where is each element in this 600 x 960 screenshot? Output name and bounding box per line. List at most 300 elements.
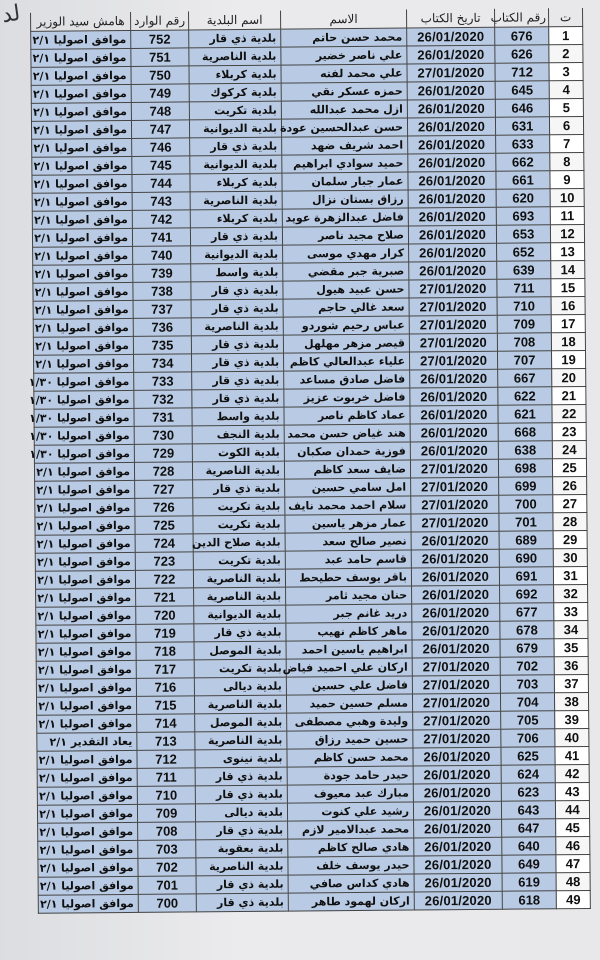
- cell-book-date: 27/01/2020: [409, 315, 497, 334]
- cell-seq: 26: [553, 476, 587, 494]
- cell-seq: 13: [551, 242, 585, 260]
- cell-municipality: بلدية كركوك: [189, 83, 281, 102]
- cell-name: عمار مزهر ياسين: [285, 514, 411, 533]
- cell-book-date: 27/01/2020: [412, 693, 500, 712]
- cell-minister-note: موافق اصوليا ٢/١: [35, 534, 135, 553]
- cell-incoming-no: 742: [132, 210, 190, 229]
- cell-book-date: 26/01/2020: [407, 99, 495, 118]
- cell-seq: 18: [551, 332, 585, 350]
- cell-incoming-no: 723: [135, 552, 193, 571]
- cell-seq: 29: [553, 530, 587, 548]
- cell-book-no: 639: [497, 261, 551, 279]
- cell-book-no: 667: [498, 369, 552, 387]
- cell-book-date: 27/01/2020: [409, 279, 497, 298]
- cell-book-no: 661: [496, 171, 550, 189]
- cell-municipality: بلدية الناصرية: [189, 47, 281, 66]
- cell-book-date: 27/01/2020: [407, 63, 495, 82]
- cell-book-no: 633: [496, 135, 550, 153]
- cell-municipality: بلدية كربلاء: [190, 173, 282, 192]
- cell-municipality: بلدية الناصرية: [195, 731, 287, 750]
- approvals-table: [30, 8, 591, 914]
- cell-municipality: بلدية نينوى: [195, 749, 287, 768]
- cell-book-date: 27/01/2020: [412, 657, 500, 676]
- cell-name: علياء عبدالعالي كاظم: [284, 352, 410, 371]
- cell-minister-note: موافق اصوليا ٢/١: [36, 588, 136, 607]
- cell-name: سعد غالي حاجم: [283, 298, 409, 317]
- cell-seq: 15: [551, 278, 585, 296]
- cell-seq: 8: [550, 152, 584, 170]
- cell-municipality: بلدية ذي قار: [189, 29, 281, 48]
- cell-seq: 37: [554, 674, 588, 692]
- cell-book-date: 26/01/2020: [412, 603, 500, 622]
- cell-minister-note: موافق اصوليا ٢/١: [36, 606, 136, 625]
- header-incoming-no: رقم الوارد: [131, 11, 189, 30]
- cell-name: حسن عبيد هيول: [283, 280, 409, 299]
- cell-municipality: بلدية كربلاء: [190, 209, 282, 228]
- cell-incoming-no: 703: [138, 840, 196, 859]
- cell-book-date: 26/01/2020: [413, 783, 501, 802]
- cell-name: قاسم حامد عبد: [285, 550, 411, 569]
- cell-book-date: 26/01/2020: [411, 531, 499, 550]
- cell-incoming-no: 726: [135, 498, 193, 517]
- cell-book-date: 26/01/2020: [413, 765, 501, 784]
- cell-municipality: بلدية بعقوبة: [196, 839, 288, 858]
- cell-municipality: بلدية ذي قار: [195, 767, 287, 786]
- cell-minister-note: موافق اصوليا ٢/١: [33, 264, 133, 283]
- cell-incoming-no: 732: [134, 390, 192, 409]
- cell-name: فاضل صادق مساعد: [284, 370, 410, 389]
- cell-municipality: بلدية ذي قار: [191, 335, 283, 354]
- cell-incoming-no: 716: [136, 678, 194, 697]
- cell-seq: 39: [555, 710, 589, 728]
- cell-book-date: 27/01/2020: [409, 351, 497, 370]
- cell-municipality: بلدية كربلاء: [189, 65, 281, 84]
- cell-book-no: 620: [496, 189, 550, 207]
- cell-minister-note: موافق اصوليا ٢/١: [34, 354, 134, 373]
- cell-book-no: 645: [495, 81, 549, 99]
- cell-incoming-no: 737: [133, 300, 191, 319]
- cell-name: ماهر كاظم نهيب: [286, 622, 412, 641]
- cell-municipality: بلدية ذي قار: [192, 389, 284, 408]
- cell-municipality: بلدية الكوت: [192, 443, 284, 462]
- cell-municipality: بلدية تكريت: [193, 515, 285, 534]
- cell-municipality: بلدية الديوانية: [190, 155, 282, 174]
- cell-minister-note: موافق اصوليا ٢/١: [31, 120, 131, 139]
- cell-book-no: 707: [497, 351, 551, 369]
- cell-book-date: 26/01/2020: [413, 747, 501, 766]
- cell-seq: 27: [553, 494, 587, 512]
- cell-name: اركان علي احميد فياض: [286, 658, 412, 677]
- cell-book-date: 26/01/2020: [410, 387, 498, 406]
- cell-municipality: بلدية ذي قار: [196, 893, 288, 912]
- cell-minister-note: موافق اصوليا ٢/١: [37, 768, 137, 787]
- cell-municipality: بلدية واسط: [192, 407, 284, 426]
- cell-incoming-no: 730: [134, 426, 192, 445]
- cell-book-date: 26/01/2020: [408, 135, 496, 154]
- cell-municipality: بلدية الناصرية: [191, 317, 283, 336]
- cell-municipality: بلدية تكريت: [193, 497, 285, 516]
- cell-minister-note: موافق اصوليا ٢/١: [36, 678, 136, 697]
- cell-book-no: 618: [502, 891, 556, 909]
- cell-seq: 19: [551, 350, 585, 368]
- cell-book-no: 712: [495, 63, 549, 81]
- cell-minister-note: موافق اصوليا ٢/١: [38, 822, 138, 841]
- cell-incoming-no: 729: [134, 444, 192, 463]
- cell-name: حسن عبدالحسين عودة: [281, 118, 407, 137]
- cell-minister-note: موافق اصوليا ٢/١: [36, 660, 136, 679]
- cell-seq: 46: [556, 836, 590, 854]
- cell-municipality: بلدية الناصرية: [190, 191, 282, 210]
- cell-incoming-no: 733: [134, 372, 192, 391]
- cell-book-no: 647: [502, 819, 556, 837]
- cell-seq: 32: [554, 584, 588, 602]
- cell-incoming-no: 712: [137, 750, 195, 769]
- cell-incoming-no: 710: [137, 786, 195, 805]
- cell-seq: 10: [550, 188, 584, 206]
- cell-book-no: 708: [497, 333, 551, 351]
- cell-seq: 24: [552, 440, 586, 458]
- cell-incoming-no: 709: [137, 804, 195, 823]
- cell-municipality: بلدية ذي قار: [193, 479, 285, 498]
- cell-minister-note: موافق اصوليا ٢/١: [37, 750, 137, 769]
- cell-book-no: 625: [501, 747, 555, 765]
- cell-book-date: 26/01/2020: [412, 585, 500, 604]
- cell-name: كرار مهدي موسى: [283, 244, 409, 263]
- cell-seq: 14: [551, 260, 585, 278]
- cell-name: رشيد علي كنوت: [287, 802, 413, 821]
- cell-minister-note: موافق اصوليا ٢/١: [32, 228, 132, 247]
- cell-book-date: 26/01/2020: [414, 819, 502, 838]
- cell-name: فوزية حمدان صكبان: [284, 442, 410, 461]
- cell-book-date: 26/01/2020: [407, 27, 495, 46]
- cell-municipality: بلدية تكريت: [194, 659, 286, 678]
- approval-sheet: [30, 8, 590, 914]
- cell-name: علي محمد لفته: [281, 64, 407, 83]
- cell-seq: 23: [552, 422, 586, 440]
- cell-incoming-no: 750: [131, 66, 189, 85]
- cell-seq: 7: [550, 134, 584, 152]
- cell-municipality: بلدية الموصل: [195, 713, 287, 732]
- cell-municipality: بلدية الديوانية: [194, 605, 286, 624]
- cell-book-date: 26/01/2020: [414, 891, 502, 910]
- cell-name: مبارك عبد معيوف: [287, 784, 413, 803]
- cell-seq: 5: [549, 98, 583, 116]
- cell-seq: 25: [552, 458, 586, 476]
- cell-incoming-no: 736: [133, 318, 191, 337]
- cell-incoming-no: 722: [135, 570, 193, 589]
- cell-minister-note: موافق اصوليا ٢/١: [32, 174, 132, 193]
- cell-book-no: 678: [500, 621, 554, 639]
- cell-book-date: 26/01/2020: [412, 639, 500, 658]
- header-seq: ت: [549, 8, 583, 27]
- cell-book-date: 26/01/2020: [412, 621, 500, 640]
- cell-book-no: 690: [499, 549, 553, 567]
- cell-name: حيدر يوسف خلف: [288, 856, 414, 875]
- cell-book-date: 26/01/2020: [409, 243, 497, 262]
- cell-minister-note: موافق اصوليا ٢/١: [33, 336, 133, 355]
- cell-name: ازل محمد عبدالله: [281, 100, 407, 119]
- cell-municipality: بلدية ذي قار: [190, 137, 282, 156]
- cell-book-date: 26/01/2020: [407, 81, 495, 100]
- cell-minister-note: موافق اصوليا ١/٣٠: [34, 390, 134, 409]
- cell-seq: 22: [552, 404, 586, 422]
- cell-book-no: 638: [498, 441, 552, 459]
- cell-minister-note: موافق اصوليا ٢/١: [37, 786, 137, 805]
- cell-name: امل سامي حسين: [285, 478, 411, 497]
- cell-seq: 6: [549, 116, 583, 134]
- cell-incoming-no: 702: [138, 858, 196, 877]
- cell-incoming-no: 743: [132, 192, 190, 211]
- cell-name: حمزه عسكر نقي: [281, 82, 407, 101]
- cell-minister-note: موافق اصوليا ٢/١: [38, 858, 138, 877]
- cell-municipality: بلدية الناصرية: [192, 461, 284, 480]
- cell-minister-note: موافق اصوليا ٢/١: [34, 462, 134, 481]
- cell-name: صبرية جبر مقضي: [283, 262, 409, 281]
- cell-name: محمد حسن كاظم: [287, 748, 413, 767]
- cell-book-no: 706: [501, 729, 555, 747]
- cell-seq: 44: [555, 800, 589, 818]
- cell-municipality: بلدية ذي قار: [194, 623, 286, 642]
- cell-book-no: 649: [502, 855, 556, 873]
- cell-minister-note: موافق اصوليا ٢/١: [36, 696, 136, 715]
- cell-incoming-no: 741: [132, 228, 190, 247]
- cell-book-date: 26/01/2020: [413, 801, 501, 820]
- cell-book-date: 26/01/2020: [411, 567, 499, 586]
- cell-book-no: 691: [499, 567, 553, 585]
- cell-name: عباس رحيم شوردو: [283, 316, 409, 335]
- cell-municipality: بلدية ذي قار: [191, 281, 283, 300]
- cell-name: ضايف سعد كاظم: [284, 460, 410, 479]
- cell-book-date: 27/01/2020: [412, 675, 500, 694]
- cell-seq: 1: [549, 26, 583, 44]
- cell-name: فاضل خربوت عزيز: [284, 388, 410, 407]
- cell-incoming-no: 734: [134, 354, 192, 373]
- cell-book-date: 26/01/2020: [410, 405, 498, 424]
- cell-book-no: 698: [498, 459, 552, 477]
- cell-name: قيصر مزهر مهلهل: [283, 334, 409, 353]
- cell-incoming-no: 714: [137, 714, 195, 733]
- cell-name: علي ناصر خضير: [281, 46, 407, 65]
- cell-book-no: 621: [498, 405, 552, 423]
- cell-incoming-no: 725: [135, 516, 193, 535]
- cell-municipality: بلدية ذي قار: [192, 353, 284, 372]
- cell-municipality: بلدية ذي قار: [192, 371, 284, 390]
- cell-municipality: بلدية ذي قار: [196, 821, 288, 840]
- cell-name: رزاق بستان نزال: [282, 190, 408, 209]
- cell-minister-note: موافق اصوليا ٢/١: [31, 30, 131, 49]
- cell-book-no: 689: [499, 531, 553, 549]
- cell-minister-note: موافق اصوليا ٢/١: [32, 192, 132, 211]
- cell-book-no: 709: [497, 315, 551, 333]
- cell-incoming-no: 738: [133, 282, 191, 301]
- cell-book-date: 27/01/2020: [411, 495, 499, 514]
- cell-seq: 3: [549, 62, 583, 80]
- cell-seq: 49: [556, 890, 590, 908]
- cell-seq: 4: [549, 80, 583, 98]
- cell-seq: 16: [551, 296, 585, 314]
- cell-seq: 33: [554, 602, 588, 620]
- cell-municipality: بلدية ديالى: [195, 803, 287, 822]
- cell-book-no: 711: [497, 279, 551, 297]
- cell-book-no: 704: [500, 693, 554, 711]
- cell-seq: 40: [555, 728, 589, 746]
- cell-incoming-no: 717: [136, 660, 194, 679]
- cell-book-date: 27/01/2020: [413, 711, 501, 730]
- cell-minister-note: موافق اصوليا ٢/١: [31, 66, 131, 85]
- cell-minister-note: موافق اصوليا ٢/١: [31, 48, 131, 67]
- cell-book-no: 676: [495, 27, 549, 45]
- cell-minister-note: موافق اصوليا ٢/١: [36, 642, 136, 661]
- cell-minister-note: موافق اصوليا ٢/١: [32, 138, 132, 157]
- cell-minister-note: موافق اصوليا ٢/١: [35, 570, 135, 589]
- cell-book-date: 27/01/2020: [413, 729, 501, 748]
- cell-book-date: 26/01/2020: [408, 225, 496, 244]
- cell-book-no: 623: [501, 783, 555, 801]
- cell-incoming-no: 749: [131, 84, 189, 103]
- cell-name: باقر يوسف حطيحط: [285, 568, 411, 587]
- cell-incoming-no: 731: [134, 408, 192, 427]
- cell-name: حسين حميد رزاق: [287, 730, 413, 749]
- cell-book-date: 27/01/2020: [409, 297, 497, 316]
- cell-book-date: 26/01/2020: [408, 207, 496, 226]
- cell-minister-note: موافق اصوليا ١/٣٠: [34, 426, 134, 445]
- cell-seq: 41: [555, 746, 589, 764]
- cell-book-no: 631: [495, 117, 549, 135]
- cell-minister-note: موافق اصوليا ٢/١: [37, 804, 137, 823]
- cell-book-no: 640: [502, 837, 556, 855]
- cell-name: احمد شريف ضهد: [282, 136, 408, 155]
- cell-minister-note: موافق اصوليا ١/٣٠: [34, 408, 134, 427]
- cell-seq: 38: [554, 692, 588, 710]
- cell-incoming-no: 748: [131, 102, 189, 121]
- cell-book-date: 27/01/2020: [411, 513, 499, 532]
- cell-book-date: 26/01/2020: [411, 549, 499, 568]
- cell-book-date: 26/01/2020: [410, 369, 498, 388]
- cell-seq: 47: [556, 854, 590, 872]
- header-minister-note: هامش سيد الوزير: [31, 12, 131, 31]
- cell-incoming-no: 711: [137, 768, 195, 787]
- cell-book-date: 26/01/2020: [409, 261, 497, 280]
- cell-municipality: بلدية تكريت: [193, 551, 285, 570]
- cell-minister-note: موافق اصوليا ٢/١: [35, 480, 135, 499]
- cell-name: عماد كاظم ناصر: [284, 406, 410, 425]
- cell-name: حنان مجيد ثامر: [286, 586, 412, 605]
- cell-minister-note: موافق اصوليا ٢/١: [38, 840, 138, 859]
- cell-incoming-no: 751: [131, 48, 189, 67]
- cell-seq: 34: [554, 620, 588, 638]
- cell-seq: 30: [553, 548, 587, 566]
- cell-book-no: 703: [500, 675, 554, 693]
- cell-incoming-no: 735: [133, 336, 191, 355]
- cell-minister-note: موافق اصوليا ٢/١: [32, 156, 132, 175]
- cell-incoming-no: 746: [132, 138, 190, 157]
- cell-municipality: بلدية الديوانية: [189, 119, 281, 138]
- cell-minister-note: موافق اصوليا ٢/١: [35, 516, 135, 535]
- cell-seq: 45: [556, 818, 590, 836]
- cell-name: عمار جبار سلمان: [282, 172, 408, 191]
- cell-incoming-no: 744: [132, 174, 190, 193]
- cell-minister-note: موافق اصوليا ٢/١: [35, 552, 135, 571]
- cell-minister-note: موافق اصوليا ٢/١: [38, 894, 138, 913]
- cell-incoming-no: 739: [133, 264, 191, 283]
- cell-book-no: 692: [500, 585, 554, 603]
- cell-incoming-no: 708: [138, 822, 196, 841]
- cell-name: صلاح مجيد ناصر: [282, 226, 408, 245]
- cell-incoming-no: 747: [131, 120, 189, 139]
- cell-incoming-no: 721: [136, 588, 194, 607]
- cell-incoming-no: 745: [132, 156, 190, 175]
- cell-minister-note: موافق اصوليا ٢/١: [38, 876, 138, 895]
- cell-book-date: 26/01/2020: [414, 837, 502, 856]
- cell-municipality: بلدية ذي قار: [196, 875, 288, 894]
- cell-minister-note: موافق اصوليا ٢/١: [31, 84, 131, 103]
- cell-seq: 48: [556, 872, 590, 890]
- cell-municipality: بلدية الموصل: [194, 641, 286, 660]
- cell-book-date: 27/01/2020: [411, 477, 499, 496]
- cell-book-date: 26/01/2020: [408, 189, 496, 208]
- cell-name: سلام احمد محمد نايف: [285, 496, 411, 515]
- cell-book-date: 26/01/2020: [408, 171, 496, 190]
- cell-book-no: 705: [501, 711, 555, 729]
- cell-seq: 12: [550, 224, 584, 242]
- cell-book-date: 27/01/2020: [409, 333, 497, 352]
- cell-book-date: 26/01/2020: [410, 441, 498, 460]
- cell-book-no: 677: [500, 603, 554, 621]
- cell-name: نصير صالح سعد: [285, 532, 411, 551]
- cell-book-no: 653: [496, 225, 550, 243]
- cell-incoming-no: 752: [131, 30, 189, 49]
- cell-name: حيدر حامد جودة: [287, 766, 413, 785]
- header-name: الاسم: [281, 10, 407, 30]
- cell-book-no: 622: [498, 387, 552, 405]
- cell-municipality: بلدية الديوانية: [191, 245, 283, 264]
- cell-seq: 21: [552, 386, 586, 404]
- cell-municipality: بلدية صلاح الدين: [193, 533, 285, 552]
- cell-name: ابراهيم ياسين احمد: [286, 640, 412, 659]
- cell-seq: 11: [550, 206, 584, 224]
- cell-book-date: 26/01/2020: [407, 117, 495, 136]
- cell-seq: 42: [555, 764, 589, 782]
- cell-seq: 43: [555, 782, 589, 800]
- cell-municipality: بلدية ديالى: [194, 677, 286, 696]
- cell-book-no: 643: [501, 801, 555, 819]
- header-book-no: رقم الكتاب: [495, 8, 549, 27]
- table-body: [28, 26, 591, 913]
- cell-municipality: بلدية الناصرية: [194, 695, 286, 714]
- cell-municipality: بلدية تكريت: [189, 101, 281, 120]
- cell-incoming-no: 724: [135, 534, 193, 553]
- cell-incoming-no: 701: [138, 876, 196, 895]
- cell-municipality: بلدية الناصرية: [194, 587, 286, 606]
- cell-minister-note: موافق اصوليا ٢/١: [33, 282, 133, 301]
- cell-incoming-no: 727: [135, 480, 193, 499]
- cell-minister-note: موافق اصوليا ٢/١: [35, 498, 135, 517]
- cell-book-no: 693: [496, 207, 550, 225]
- cell-name: مسلم حسين حميد: [286, 694, 412, 713]
- cell-seq: 20: [552, 368, 586, 386]
- cell-name: وليدة وهبي مصطفى: [287, 712, 413, 731]
- cell-municipality: بلدية ذي قار: [190, 227, 282, 246]
- cell-incoming-no: 728: [134, 462, 192, 481]
- cell-book-no: 626: [495, 45, 549, 63]
- cell-book-no: 699: [499, 477, 553, 495]
- cell-name: فاضل عبدالزهرة عويد: [282, 208, 408, 227]
- cell-name: محمد عبدالامير لازم: [288, 820, 414, 839]
- cell-book-no: 619: [502, 873, 556, 891]
- cell-name: حميد سوادي ابراهيم: [282, 154, 408, 173]
- cell-seq: 31: [553, 566, 587, 584]
- cell-name: محمد حسن حاتم: [281, 28, 407, 47]
